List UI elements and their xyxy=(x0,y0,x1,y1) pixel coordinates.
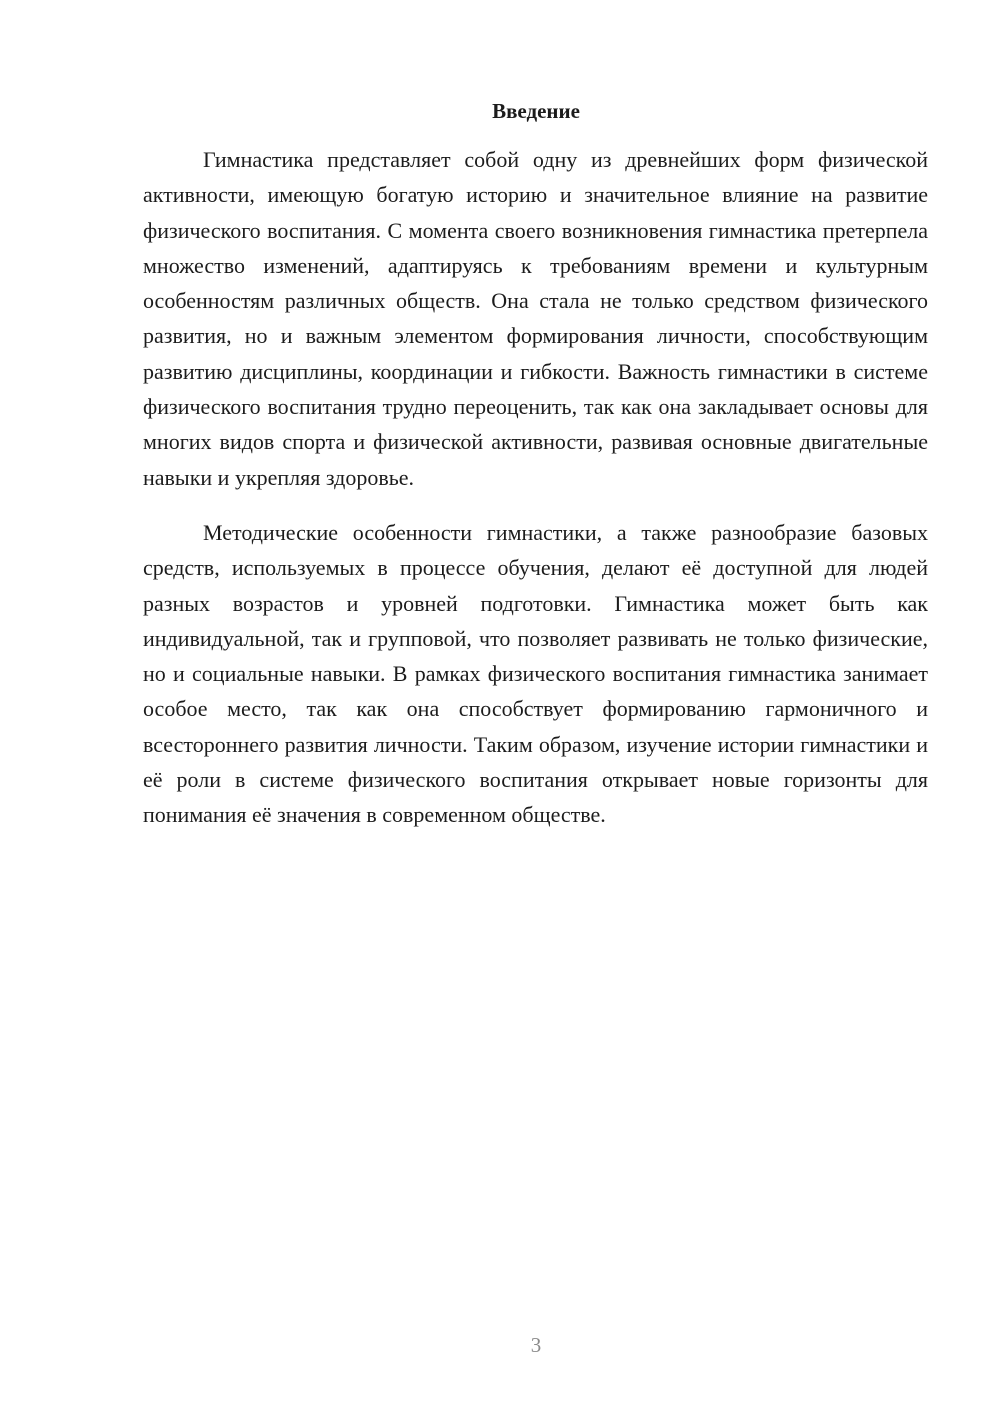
body-text xyxy=(143,142,928,833)
paragraph-1: Гимнастика представляет собой одну из древнейших форм физической активности, имеющую богатую историю и значительное влияние на развитие физического воспитания. С момента своего возникновения гимнастика претерпела множество изменений, адаптируясь к требованиям времени и культурным особенностям различных обществ. Она стала не только средством физического развития, но и важным элементом формирования личности, способствующим развитию дисциплины, координации и гибкости. Важность гимнастики в системе физического воспитания трудно переоценить, так как она закладывает основы для многих видов спорта и физической активности, развивая основные двигательные навыки и укрепляя здоровье. xyxy=(143,147,928,490)
page-number: 3 xyxy=(530,1333,542,1357)
paragraph-2: Методические особенности гимнастики, а также разнообразие базовых средств, используемых в процессе обучения, делают её доступной для людей разных возрастов и уровней подготовки. Гимнастика может быть как индивидуальной, так и групповой, что позволяет развивать не только физические, но и социальные навыки. В рамках физического воспитания гимнастика занимает особое место, так как она способствует формированию гармоничного и всестороннего развития личности. Таким образом, изучение истории гимнастики и её роли в системе физического воспитания открывает новые горизонты для понимания её значения в современном обществе. xyxy=(143,519,928,828)
section-title: Введение xyxy=(492,99,580,123)
